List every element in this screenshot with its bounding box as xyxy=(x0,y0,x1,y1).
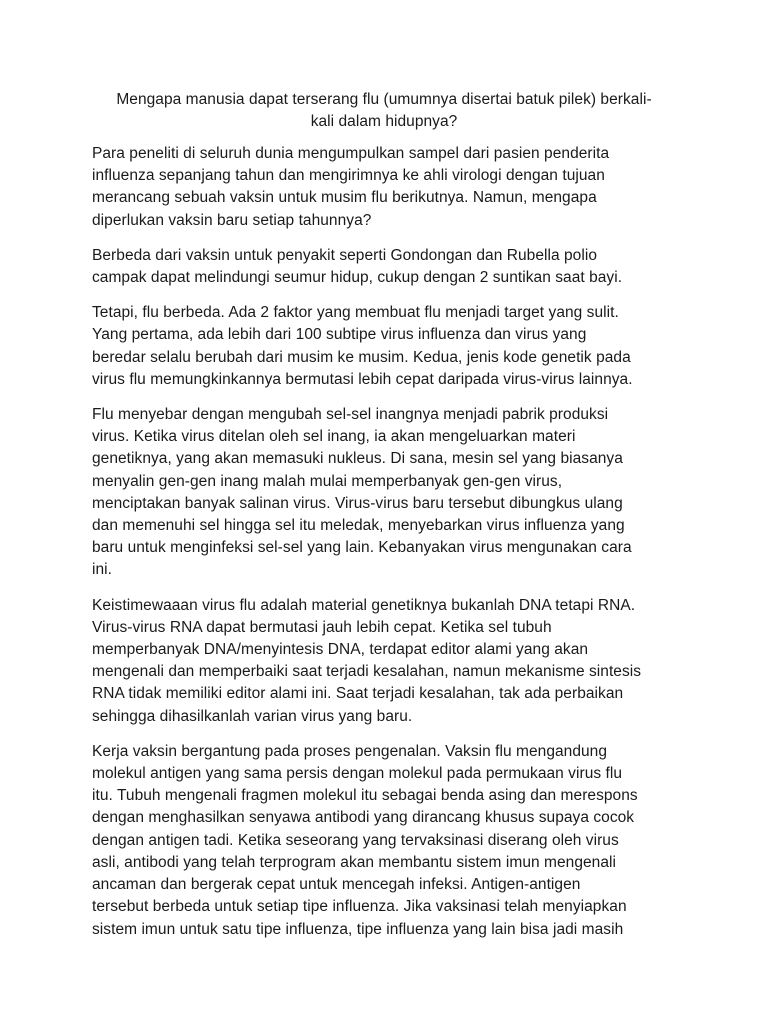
paragraph-2 xyxy=(92,245,682,289)
title-line: Mengapa manusia dapat terserang flu (umumnya disertai batuk pilek) berkali- xyxy=(116,91,652,108)
text-line: genetiknya, yang akan memasuki nukleus. Di sana, mesin sel yang biasanya xyxy=(92,450,623,468)
text-line: menciptakan banyak salinan virus. Virus-virus baru tersebut dibungkus ulang xyxy=(92,494,623,512)
text-line: memperbanyak DNA/menyintesis DNA, terdapat editor alami yang akan xyxy=(92,641,589,659)
text-line: virus flu memungkinkannya bermutasi lebih cepat daripada virus-virus lainnya. xyxy=(92,370,633,388)
paragraph-1 xyxy=(92,143,682,232)
paragraph-3 xyxy=(92,302,682,391)
text-line: asli, antibodi yang telah terprogram akan membantu sistem imun mengenali xyxy=(92,853,616,871)
text-line: dengan antigen tadi. Ketika seseorang yang tervaksinasi diserang oleh virus xyxy=(92,831,619,849)
text-line: sistem imun untuk satu tipe influenza, tipe influenza yang lain bisa jadi masih xyxy=(92,920,624,938)
text-line: beredar selalu berubah dari musim ke musim. Kedua, jenis kode genetik pada xyxy=(92,348,631,366)
text-line: Yang pertama, ada lebih dari 100 subtipe virus influenza dan virus yang xyxy=(92,326,587,344)
paragraph-5 xyxy=(92,595,682,728)
text-line: Flu menyebar dengan mengubah sel-sel inangnya menjadi pabrik produksi xyxy=(92,406,609,424)
text-line: itu. Tubuh mengenali fragmen molekul itu sebagai benda asing dan merespons xyxy=(92,787,638,805)
text-line: tersebut berbeda untuk setiap tipe influenza. Jika vaksinasi telah menyiapkan xyxy=(92,898,627,916)
title-line: kali dalam hidupnya? xyxy=(310,112,458,130)
text-line: Virus-virus RNA dapat bermutasi jauh lebih cepat. Ketika sel tubuh xyxy=(92,618,552,636)
document-title xyxy=(92,89,676,132)
text-line: merancang sebuah vaksin untuk musim flu berikutnya. Namun, mengapa xyxy=(92,189,597,207)
text-line: dengan menghasilkan senyawa antibodi yang dirancang khusus supaya cocok xyxy=(92,809,635,827)
text-line: Tetapi, flu berbeda. Ada 2 faktor yang membuat flu menjadi target yang sulit. xyxy=(92,304,619,322)
text-line: Para peneliti di seluruh dunia mengumpulkan sampel dari pasien penderita xyxy=(92,145,610,162)
text-line: ancaman dan bergerak cepat untuk mencegah infeksi. Antigen-antigen xyxy=(92,876,581,894)
text-line: Kerja vaksin bergantung pada proses pengenalan. Vaksin flu mengandung xyxy=(92,742,608,760)
text-line: diperlukan vaksin baru setiap tahunnya? xyxy=(92,211,372,229)
document-body xyxy=(92,143,682,954)
text-line: RNA tidak memiliki editor alami ini. Saat terjadi kesalahan, tak ada perbaikan xyxy=(92,685,624,703)
text-line: mengenali dan memperbaiki saat terjadi kesalahan, namun mekanisme sintesis xyxy=(92,663,642,681)
text-line: Berbeda dari vaksin untuk penyakit seperti Gondongan dan Rubella polio xyxy=(92,246,598,264)
paragraph-6 xyxy=(92,741,682,941)
text-line: molekul antigen yang sama persis dengan molekul pada permukaan virus flu xyxy=(92,765,623,783)
paragraph-4 xyxy=(92,404,682,582)
text-line: campak dapat melindungi seumur hidup, cukup dengan 2 suntikan saat bayi. xyxy=(92,269,623,287)
text-line: influenza sepanjang tahun dan mengirimnya ke ahli virologi dengan tujuan xyxy=(92,167,605,185)
text-line: dan memenuhi sel hingga sel itu meledak, menyebarkan virus influenza yang xyxy=(92,517,625,535)
text-line: baru untuk menginfeksi sel-sel yang lain. Kebanyakan virus mengunakan cara xyxy=(92,539,632,557)
text-line: sehingga dihasilkanlah varian virus yang baru. xyxy=(92,707,413,725)
text-line: menyalin gen-gen inang malah mulai memperbanyak gen-gen virus, xyxy=(92,472,563,490)
text-line: virus. Ketika virus ditelan oleh sel inang, ia akan mengeluarkan materi xyxy=(92,428,576,446)
text-line: ini. xyxy=(92,561,113,579)
text-line: Keistimewaaan virus flu adalah material genetiknya bukanlah DNA tetapi RNA. xyxy=(92,596,636,614)
